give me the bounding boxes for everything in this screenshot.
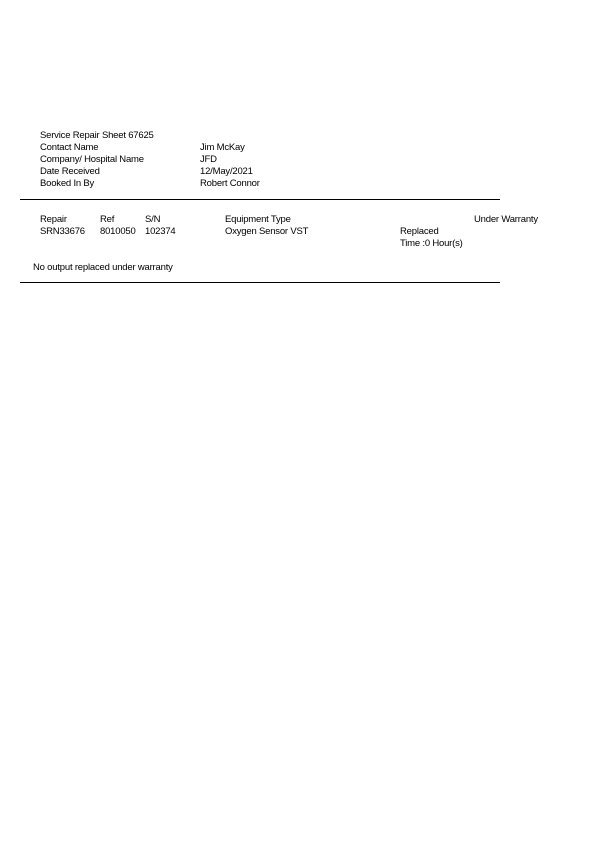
contact-name-label: Contact Name	[40, 142, 99, 153]
repair-note: No output replaced under warranty	[33, 262, 173, 273]
repair-status: Replaced	[400, 226, 439, 237]
date-received-label: Date Received	[40, 166, 100, 177]
repair-time: Time :0 Hour(s)	[400, 238, 463, 249]
bottom-divider	[20, 282, 500, 283]
col-header-equipment-type: Equipment Type	[225, 214, 291, 225]
col-header-under-warranty: Under Warranty	[474, 214, 538, 225]
repair-number: SRN33676	[40, 226, 85, 237]
top-divider	[20, 199, 500, 200]
sheet-title: Service Repair Sheet 67625	[40, 130, 154, 141]
booked-in-by-value: Robert Connor	[200, 178, 260, 189]
col-header-repair: Repair	[40, 214, 67, 225]
ref-number: 8010050	[100, 226, 136, 237]
contact-name-value: Jim McKay	[200, 142, 245, 153]
equipment-type: Oxygen Sensor VST	[225, 226, 309, 237]
company-hospital-label: Company/ Hospital Name	[40, 154, 144, 165]
col-header-sn: S/N	[145, 214, 161, 225]
company-hospital-value: JFD	[200, 154, 217, 165]
col-header-ref: Ref	[100, 214, 115, 225]
serial-number: 102374	[145, 226, 176, 237]
booked-in-by-label: Booked In By	[40, 178, 95, 189]
date-received-value: 12/May/2021	[200, 166, 253, 177]
